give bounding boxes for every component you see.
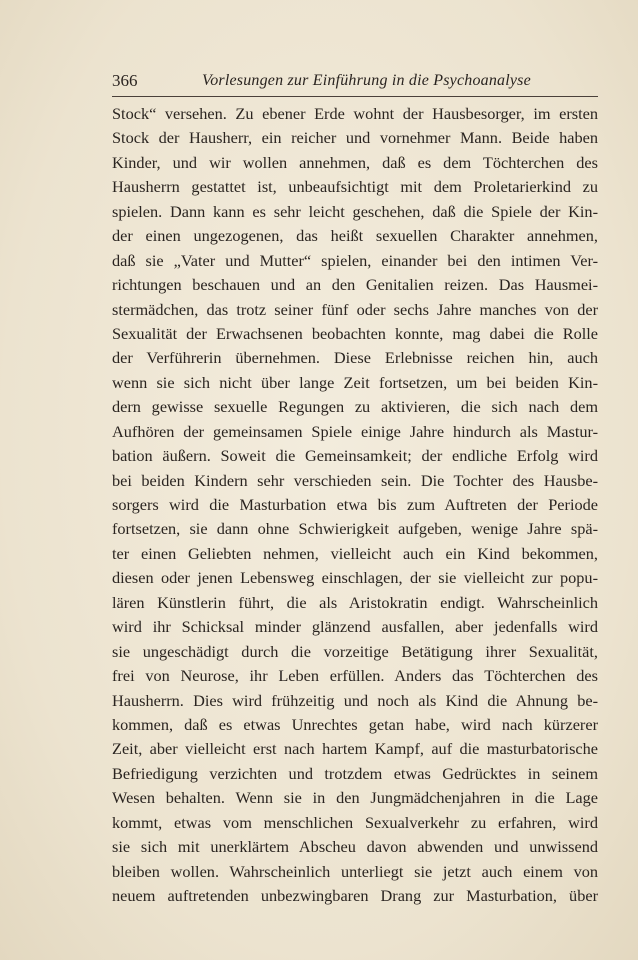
text-line: frei von Neurose, ihr Leben erfüllen. Anders das Töchterchen des [112, 666, 598, 686]
text-line: Hausherrn. Dies wird frühzeitig und noch als Kind die Ahnung be- [112, 690, 598, 710]
text-line: wird ihr Schicksal minder glänzend ausfallen, aber jedenfalls wird [112, 617, 598, 637]
text-line: wenn sie sich nicht über lange Zeit fortsetzen, um bei beiden Kin- [112, 372, 598, 392]
text-line: Sexualität der Erwachsenen beobachten konnte, mag dabei die Rolle [112, 323, 598, 343]
text-line: Stock der Hausherr, ein reicher und vornehmer Mann. Beide haben [112, 128, 598, 148]
page-number: 366 [112, 71, 138, 90]
text-line: Aufhören der gemeinsamen Spiele einige Jahre hindurch als Mastur- [112, 421, 598, 441]
text-line: daß sie „Vater und Mutter“ spielen, einander bei den intimen Ver- [112, 250, 598, 270]
text-line: neuem auftretenden unbezwingbaren Drang zur Masturbation, über [112, 886, 598, 905]
text-line: diesen oder jenen Lebensweg einschlagen, der sie vielleicht zur popu- [112, 568, 598, 588]
text-line: lären Künstlerin führt, die als Aristokratin endigt. Wahrscheinlich [112, 592, 598, 612]
text-line: spielen. Dann kann es sehr leicht geschehen, daß die Spiele der Kin- [112, 201, 598, 221]
page-header [112, 70, 598, 97]
text-line: sie ungeschädigt durch die vorzeitige Betätigung ihrer Sexualität, [112, 641, 598, 661]
text-line: der einen ungezogenen, das heißt sexuellen Charakter annehmen, [112, 226, 598, 246]
text-line: stermädchen, das trotz seiner fünf oder sechs Jahre manches von der [112, 299, 598, 319]
text-line: Kinder, und wir wollen annehmen, daß es dem Töchterchen des [112, 152, 598, 172]
text-line: richtungen beschauen und an den Genitalien reizen. Das Hausmei- [112, 275, 598, 295]
text-line: bei beiden Kindern sehr verschieden sein. Die Tochter des Hausbe- [112, 470, 598, 490]
text-line: Zeit, aber vielleicht erst nach hartem Kampf, auf die masturbatorische [112, 739, 598, 759]
text-line: Wesen behalten. Wenn sie in den Jungmädchenjahren in die Lage [112, 788, 598, 808]
text-line: kommen, daß es etwas Unrechtes getan habe, wird nach kürzerer [112, 714, 598, 734]
text-line: der Verführerin übernehmen. Diese Erlebnisse reichen hin, auch [112, 348, 598, 368]
text-line: Hausherrn gestattet ist, unbeaufsichtigt mit dem Proletarierkind zu [112, 177, 598, 197]
running-title: Vorlesungen zur Einführung in die Psychoanalyse [202, 72, 531, 89]
text-line: sie sich mit unerklärtem Abscheu davon abwenden und unwissend [112, 837, 598, 857]
text-line: sorgers wird die Masturbation etwa bis zum Auftreten der Periode [112, 495, 598, 514]
text-line: bleiben wollen. Wahrscheinlich unterliegt sie jetzt auch einem von [112, 861, 598, 881]
body-text [112, 102, 598, 908]
text-line: dern gewisse sexuelle Regungen zu aktivieren, die sich nach dem [112, 397, 598, 417]
text-line: Stock“ versehen. Zu ebener Erde wohnt der Hausbesorger, im ersten [112, 104, 598, 123]
text-line: ter einen Geliebten nehmen, vielleicht auch ein Kind bekommen, [112, 543, 598, 563]
text-line: Befriedigung verzichten und trotzdem etwas Gedrücktes in seinem [112, 763, 598, 783]
text-line: fortsetzen, sie dann ohne Schwierigkeit aufgeben, wenige Jahre spä- [112, 519, 598, 539]
text-line: kommt, etwas vom menschlichen Sexualverkehr zu erfahren, wird [112, 812, 598, 832]
text-line: bation äußern. Soweit die Gemeinsamkeit; der endliche Erfolg wird [112, 446, 598, 466]
